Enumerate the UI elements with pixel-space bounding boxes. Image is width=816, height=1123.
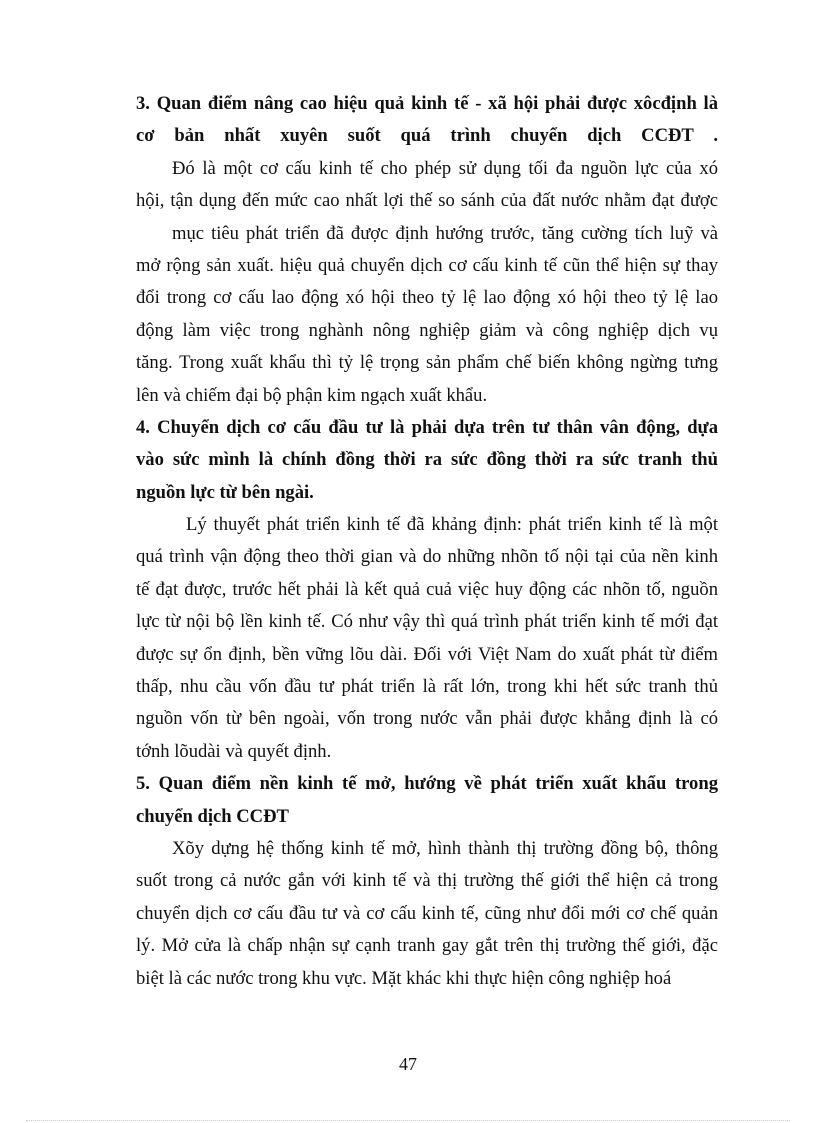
paragraph-line: thấp, nhu cầu vốn đầu tư phát triển là rất lớn, trong khi hết sức tranh thủ [136,676,718,698]
paragraph-line: lý. Mở cửa là chấp nhận sự cạnh tranh gay gắt trên thị trường thế giới, đặc [136,935,718,957]
heading-4-line-2: vào sức mình là chính đồng thời ra sức đồng thời ra sức tranh thủ [136,449,718,471]
paragraph-line: quá trình vận động theo thời gian và do những nhõn tố nội tại của nền kinh [136,546,718,568]
paragraph-line: mở rộng sản xuất. hiệu quả chuyển dịch cơ cấu kinh tế cũn thể hiện sự thay [136,254,718,276]
page-number: 47 [399,1054,417,1074]
paragraph-line: Đó là một cơ cấu kinh tế cho phép sử dụng tối đa nguồn lực của xó [172,157,718,179]
paragraph-line: nguồn vốn từ bên ngoài, vốn trong nước vẫn phải được khẳng định là có [136,708,718,730]
paragraph-line: lực từ nội bộ lền kinh tế. Có như vậy thì quá trình phát triển kinh tế mới đạt [136,611,718,633]
paragraph-line: biệt là các nước trong khu vực. Mặt khác khi thực hiện công nghiệp hoá [136,967,672,989]
paragraph-line: động làm việc trong nghành nông nghiệp giảm và công nghiệp dịch vụ [136,319,718,341]
heading-5-line-2: chuyển dịch CCĐT [136,805,289,827]
paragraph-line: hội, tận dụng đến mức cao nhất lợi thế so sánh của đất nước nhằm đạt được [136,190,718,212]
paragraph-line: tăng. Trong xuất khẩu thì tỷ lệ trọng sản phẩm chế biến không ngừng tưng [136,352,718,374]
paragraph-line: suốt trong cả nước gắn với kinh tế và thị trường thế giới thể hiện cả trong [136,870,718,892]
heading-5-line-1: 5. Quan điểm nền kinh tế mở, hướng về phát triển xuất khẩu trong [136,773,718,795]
heading-3-line-1: 3. Quan điểm nâng cao hiệu quả kinh tế - xã hội phải được xôcđịnh là [136,93,718,114]
paragraph-line: chuyển dịch cơ cấu đầu tư và cơ cấu kinh tế, cũng như đổi mới cơ chế quản [136,902,718,924]
paragraph-line: lên và chiếm đại bộ phận kim ngạch xuất khẩu. [136,384,488,406]
heading-4-line-3: nguồn lực từ bên ngài. [136,481,314,503]
heading-4-line-1: 4. Chuyển dịch cơ cấu đầu tư là phải dựa trên tư thân vân động, dựa [136,416,718,438]
paragraph-line: đổi trong cơ cấu lao động xó hội theo tỷ lệ lao động xó hội theo tỷ lệ lao [136,287,718,309]
paragraph-line: mục tiêu phát triển đã được định hướng trước, tăng cường tích luỹ và [172,222,718,244]
paragraph-line: tớnh lõudài và quyết định. [136,740,332,762]
paragraph-line: Xõy dựng hệ thống kinh tế mở, hình thành thị trường đồng bộ, thông [172,837,718,859]
paragraph-line: Lý thuyết phát triển kinh tế đã khảng định: phát triển kinh tế là một [186,514,718,536]
paragraph-line: tế đạt được, trước hết phải là kết quả cuả việc huy động các nhõn tố, nguồn [136,578,718,600]
document-page [136,88,718,995]
heading-3-line-2: cơ bản nhất xuyên suốt quá trình chuyển dịch CCĐT . [136,125,718,147]
paragraph-line: được sự ổn định, bền vững lõu dài. Đối với Việt Nam do xuất phát từ điểm [136,643,718,665]
bottom-dotted-rule [26,1120,790,1121]
